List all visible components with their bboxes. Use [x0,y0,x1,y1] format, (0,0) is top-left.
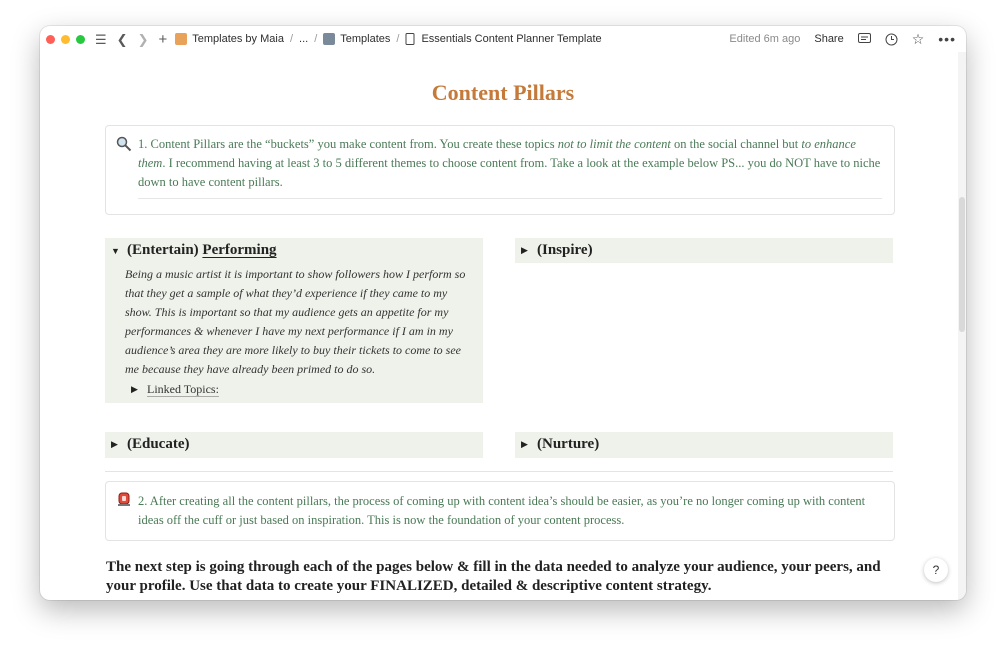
breadcrumb-separator: / [289,33,294,45]
new-page-plus-icon[interactable]: + [158,30,168,48]
breadcrumb-item-templates[interactable]: Templates [340,33,391,45]
callout-next-process [105,481,895,541]
title-bar [40,26,966,52]
callout-text: 2. After creating all the content pillars, the process of coming up with content idea’s should be easier, as you’re no longer coming up with content ideas off the cuff or just based on inspiration. This is now the foundation of your content process. [138,494,866,527]
toggle-heading[interactable] [521,436,599,453]
edited-timestamp: Edited 6m ago [729,33,801,45]
history-clock-icon[interactable] [885,33,898,46]
house-emoji-icon [175,33,187,45]
triangle-right-icon[interactable]: ▶ [111,439,118,449]
siren-icon [116,491,132,507]
sidebar-menu-icon[interactable]: ☰ [95,31,107,47]
favorite-star-icon[interactable]: ☆ [911,30,925,47]
callout-emphasis: not to limit the content [557,137,671,151]
close-window-button[interactable] [46,35,55,44]
toggle-heading[interactable] [111,436,190,453]
linked-topics-label[interactable]: Linked Topics: [147,382,219,396]
callout-text-part: 1. Content Pillars are the “buckets” you make content from. You create these topics [138,137,558,151]
page-title: Content Pillars [431,80,575,105]
breadcrumb [175,33,601,45]
toggle-nurture-pillar[interactable] [515,432,893,458]
callout-divider [138,198,882,199]
breadcrumb-separator: / [314,33,318,45]
section-divider [105,471,893,472]
callout-content-pillars-info [105,125,895,215]
maximize-window-button[interactable] [76,35,85,44]
folder-icon [323,33,335,45]
pillar-name-link[interactable]: Performing [202,242,277,258]
toggle-inspire-pillar[interactable] [515,238,893,263]
triangle-right-icon[interactable]: ▶ [521,439,528,449]
breadcrumb-item-current-page[interactable]: Essentials Content Planner Template [421,33,602,45]
pillar-description: Being a music artist it is important to show followers how I perform so that they get a sample of what they’d experience if they came to my show. This is important so that my audience gets an appetite for my performances & whenever I have my next performance if I am in my audience’s area they are more likely to buy their tickets to come to see me because they have already been primed to do so. [125,267,466,376]
toggle-heading[interactable] [111,242,277,259]
pillar-category: (Entertain) [127,242,199,258]
pillar-category: (Nurture) [537,436,600,452]
callout-text [138,135,882,192]
breadcrumb-separator: / [396,33,400,45]
callout-text-part: on the social channel but [670,137,802,151]
forward-arrow-icon[interactable]: ❯ [137,31,149,47]
scrollbar-thumb[interactable] [959,197,965,332]
triangle-right-icon[interactable]: ▶ [131,384,138,394]
comments-icon[interactable] [858,33,871,45]
toggle-heading[interactable] [521,242,593,259]
share-button[interactable]: Share [814,33,844,45]
callout-text-part: I recommend having at least 3 to 5 different themes to choose content from. Take a look at the example below PS... you do NOT have to niche down to have content pillars. [138,156,881,189]
breadcrumb-item-ellipsis[interactable]: ... [299,33,309,45]
back-arrow-icon[interactable]: ❮ [116,31,128,47]
minimize-window-button[interactable] [61,35,70,44]
toolbar-right [729,31,956,48]
pillar-category: (Inspire) [537,242,593,258]
help-button[interactable]: ? [924,558,948,582]
triangle-right-icon[interactable]: ▶ [521,245,528,255]
next-step-heading: The next step is going through each of the pages below & fill in the data needed to analyze your audience, your peers, and your profile. Use that data to create your FINALIZED, detailed & descriptive content strategy. [106,559,881,594]
scrollbar-track[interactable] [958,52,966,600]
callout-emphasis: to enhance them [138,137,856,170]
page-doc-icon [405,33,415,45]
magnifier-icon [116,136,132,152]
app-window [40,26,966,600]
toggle-educate-pillar[interactable] [105,432,483,458]
window-controls [46,35,85,44]
breadcrumb-item-workspace[interactable]: Templates by Maia [192,33,284,45]
triangle-down-icon[interactable]: ▼ [111,245,120,256]
toggle-entertain-pillar [105,238,483,403]
pillar-category: (Educate) [127,436,190,452]
callout-text-part: . [162,156,166,170]
linked-topics-toggle[interactable] [131,382,219,397]
more-options-icon[interactable]: ••• [938,31,956,47]
